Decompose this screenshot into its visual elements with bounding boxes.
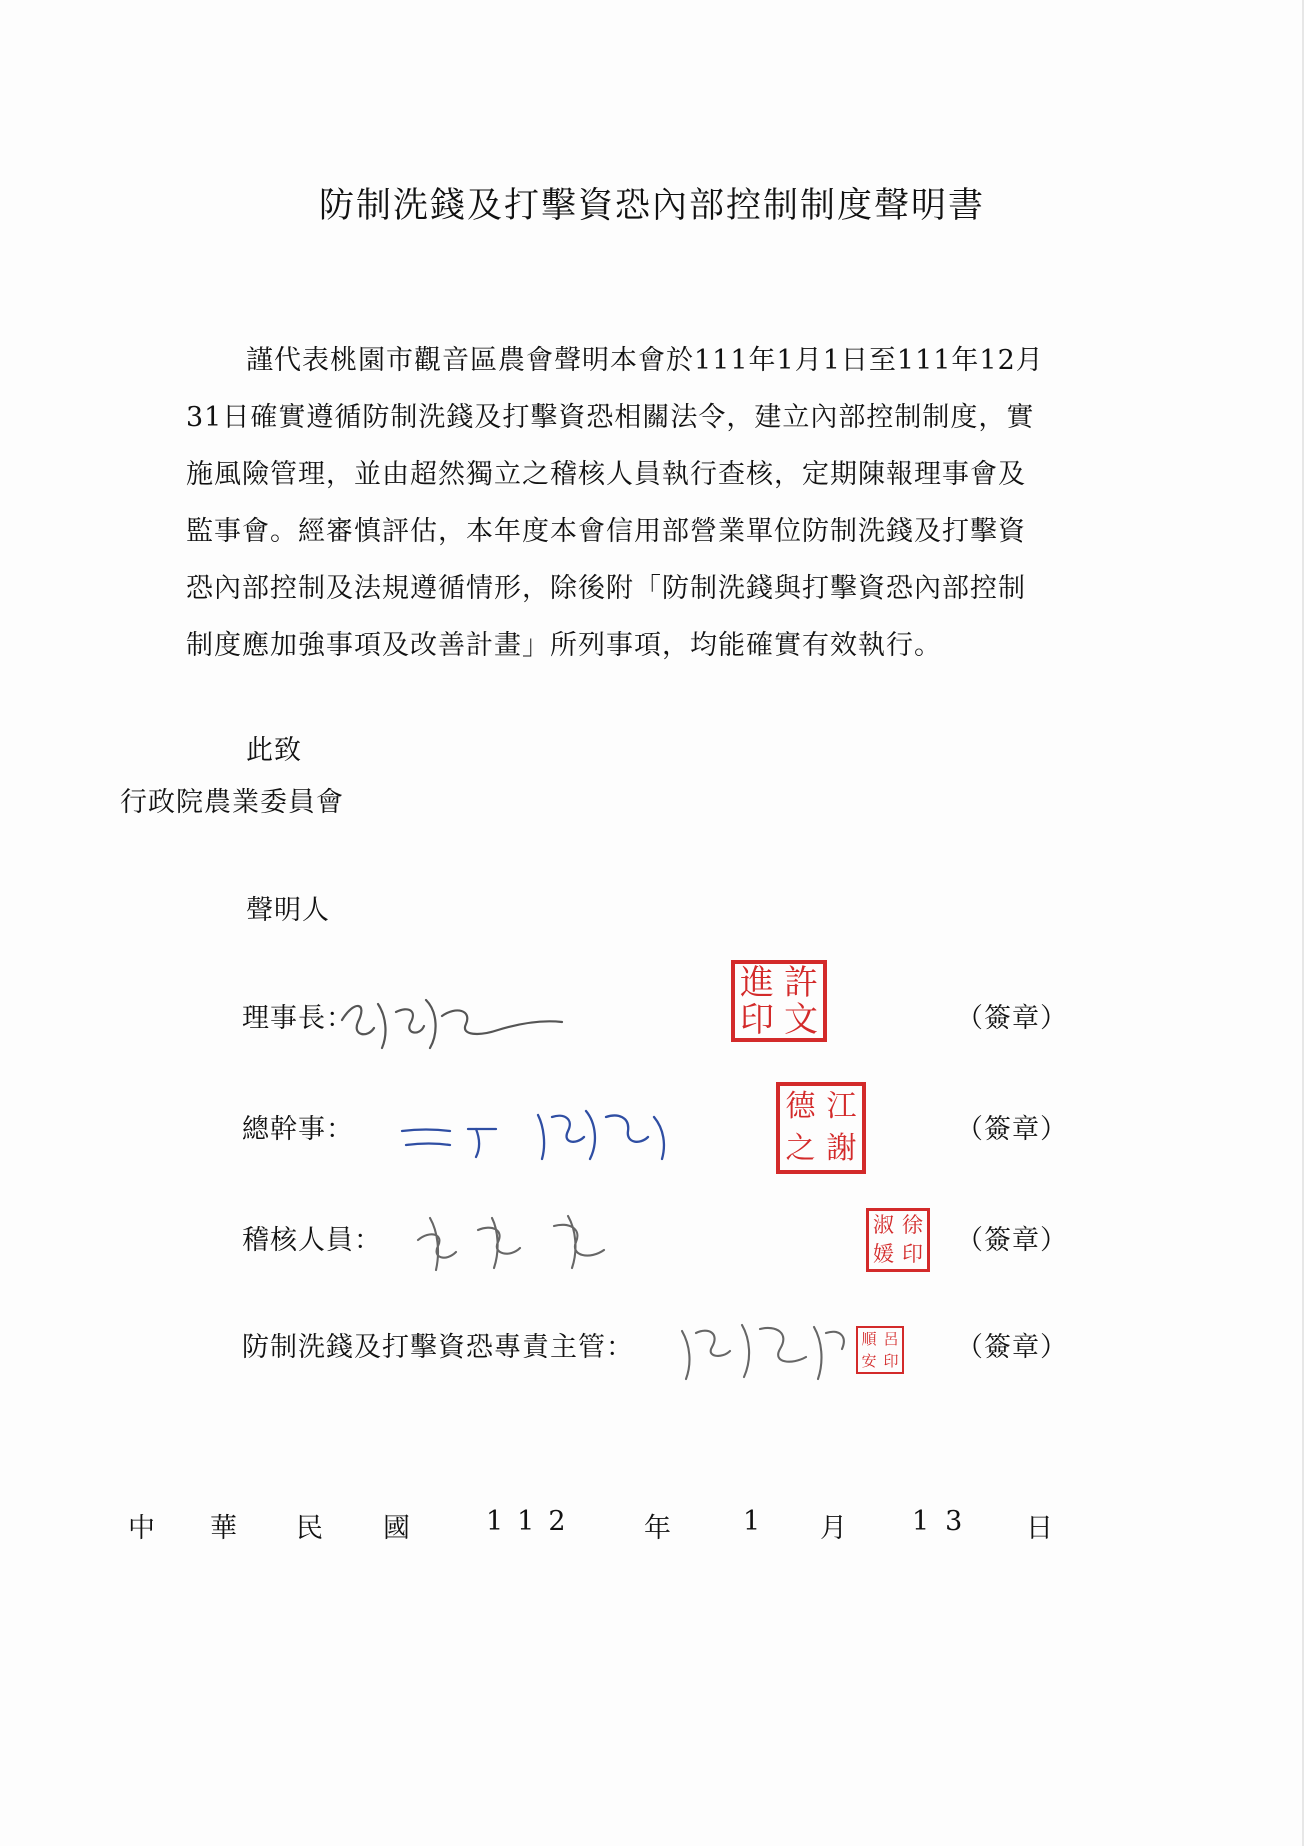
auditor-label: 稽核人員： bbox=[242, 1225, 382, 1256]
signer-row-general-manager bbox=[0, 1087, 1304, 1167]
seal-char: 江 bbox=[826, 1089, 857, 1124]
general-manager-label: 總幹事： bbox=[242, 1114, 354, 1145]
recipient-name: 行政院農業委員會 bbox=[120, 787, 344, 818]
chairman-label: 理事長： bbox=[242, 1003, 354, 1034]
date-prefix-2: 華 bbox=[210, 1513, 237, 1544]
seal-char: 印 bbox=[740, 999, 774, 1040]
seal-char: 許 bbox=[784, 962, 818, 1003]
seal-char: 安 bbox=[861, 1351, 877, 1370]
seal-char: 文 bbox=[784, 999, 818, 1040]
general-manager-signature bbox=[392, 1087, 692, 1169]
statement-line-2: 31日確實遵循防制洗錢及打擊資恐相關法令，建立內部控制制度，實 bbox=[186, 402, 1035, 433]
signer-row-aml-officer bbox=[0, 1305, 1304, 1385]
general-manager-seal bbox=[776, 1082, 866, 1174]
seal-char: 徐 bbox=[902, 1213, 923, 1237]
statement-line-6: 制度應加強事項及改善計畫」所列事項，均能確實有效執行。 bbox=[186, 630, 942, 661]
aml-officer-seal bbox=[856, 1326, 904, 1374]
date-month-unit: 月 bbox=[820, 1513, 847, 1544]
seal-char: 德 bbox=[785, 1089, 816, 1124]
statement-line-3: 施風險管理，並由超然獨立之稽核人員執行查核，定期陳報理事會及 bbox=[186, 459, 1026, 490]
signer-row-auditor bbox=[0, 1198, 1304, 1278]
signer-row-chairman bbox=[0, 976, 1304, 1056]
auditor-seal bbox=[866, 1208, 930, 1272]
date-day: 13 bbox=[912, 1506, 979, 1537]
closing-phrase: 此致 bbox=[246, 735, 302, 766]
statement-line-1: 謹代表桃園市觀音區農會聲明本會於111年1月1日至111年12月 bbox=[246, 345, 1044, 376]
document-title: 防制洗錢及打擊資恐內部控制制度聲明書 bbox=[318, 186, 985, 226]
document-date bbox=[0, 1506, 1304, 1546]
seal-char: 印 bbox=[883, 1351, 899, 1370]
aml-officer-signature bbox=[672, 1303, 862, 1387]
date-month: 1 bbox=[743, 1506, 761, 1537]
date-year: 112 bbox=[486, 1506, 580, 1537]
statement-line-4: 監事會。經審慎評估，本年度本會信用部營業單位防制洗錢及打擊資 bbox=[186, 516, 1026, 547]
date-prefix-3: 民 bbox=[296, 1513, 323, 1544]
chairman-signature bbox=[330, 976, 570, 1056]
chairman-seal-note: （簽章） bbox=[956, 1003, 1068, 1034]
seal-char: 之 bbox=[785, 1131, 816, 1166]
date-day-unit: 日 bbox=[1026, 1513, 1053, 1544]
date-prefix-1: 中 bbox=[128, 1513, 155, 1544]
seal-char: 進 bbox=[740, 962, 774, 1003]
aml-officer-label: 防制洗錢及打擊資恐專責主管： bbox=[242, 1332, 634, 1363]
seal-char: 媛 bbox=[873, 1242, 894, 1266]
seal-char: 呂 bbox=[883, 1329, 899, 1348]
seal-char: 印 bbox=[902, 1242, 923, 1266]
general-manager-seal-note: （簽章） bbox=[956, 1114, 1068, 1145]
auditor-seal-note: （簽章） bbox=[956, 1225, 1068, 1256]
seal-char: 淑 bbox=[873, 1213, 894, 1237]
statement-line-5: 恐內部控制及法規遵循情形，除後附「防制洗錢與打擊資恐內部控制 bbox=[186, 573, 1026, 604]
date-prefix-4: 國 bbox=[383, 1513, 410, 1544]
aml-officer-seal-note: （簽章） bbox=[956, 1332, 1068, 1363]
chairman-seal bbox=[731, 960, 827, 1042]
declarant-label: 聲明人 bbox=[246, 895, 330, 926]
auditor-signature bbox=[406, 1200, 636, 1276]
seal-char: 謝 bbox=[826, 1131, 857, 1166]
seal-char: 順 bbox=[861, 1329, 877, 1348]
date-year-unit: 年 bbox=[644, 1513, 671, 1544]
